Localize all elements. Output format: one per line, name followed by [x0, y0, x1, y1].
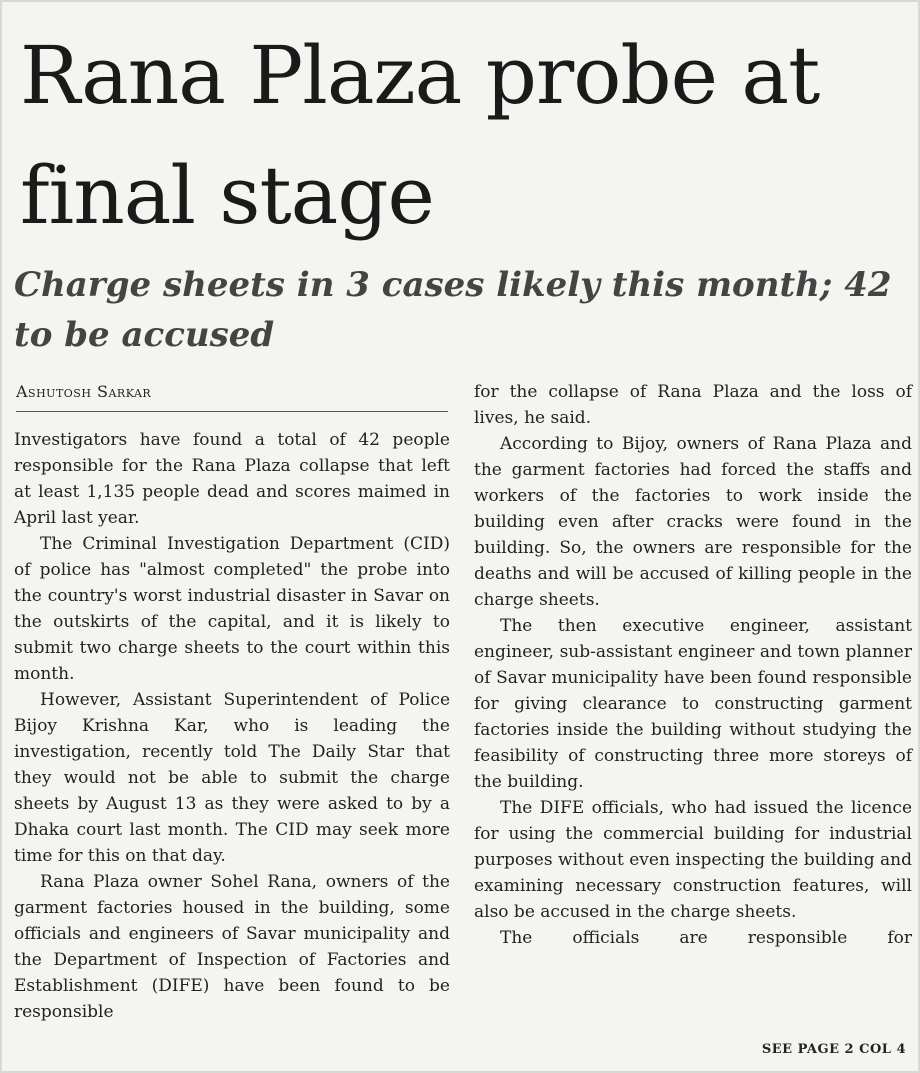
byline: Ashutosh Sarkar [16, 382, 448, 412]
paragraph: The DIFE officials, who had issued the licence for using the commercial building for industrial purposes without even inspecting the building and examining necessary construction features, will also be accused in the charge sheets. [474, 798, 912, 922]
paragraph: Rana Plaza owner Sohel Rana, owners of the garment factories housed in the building, some officials and engineers of Savar municipality and the Department of Inspection of Factories and Establishment (DIFE) have been found to be responsible [14, 872, 450, 1022]
paragraph: The officials are responsible for [500, 928, 912, 948]
headline: Rana Plaza probe at final stage [20, 29, 820, 242]
paragraph: Investigators have found a total of 42 people responsible for the Rana Plaza collapse that left at least 1,135 people dead and scores maimed in April last year. [14, 430, 450, 528]
paragraph: According to Bijoy, owners of Rana Plaza and the garment factories had forced the staffs and workers of the factories to work inside the building even after cracks were found in the building. So, the owners are responsible for the deaths and will be accused of killing people in the charge sheets. [474, 434, 912, 610]
paragraph: The Criminal Investigation Department (CID) of police has "almost completed" the probe into the country's worst industrial disaster in Savar on the outskirts of the capital, and it is likely to submit two charge sheets to the court within this month. [14, 534, 450, 684]
article-column-right [474, 379, 912, 951]
subheadline: Charge sheets in 3 cases likely this month; 42 to be accused [14, 265, 892, 355]
paragraph: The then executive engineer, assistant engineer, sub-assistant engineer and town planner of Savar municipality have been found responsible for giving clearance to constructing garment factories inside the building without studying the feasibility of constructing three more storeys of the building. [474, 616, 912, 792]
continuation-jump: SEE PAGE 2 COL 4 [761, 1042, 906, 1057]
article-column-left [14, 427, 450, 1025]
paragraph: for the collapse of Rana Plaza and the loss of lives, he said. [474, 382, 912, 428]
paragraph: However, Assistant Superintendent of Police Bijoy Krishna Kar, who is leading the investigation, recently told The Daily Star that they would not be able to submit the charge sheets by August 13 as they were asked to by a Dhaka court last month. The CID may seek more time for this on that day. [14, 690, 450, 866]
